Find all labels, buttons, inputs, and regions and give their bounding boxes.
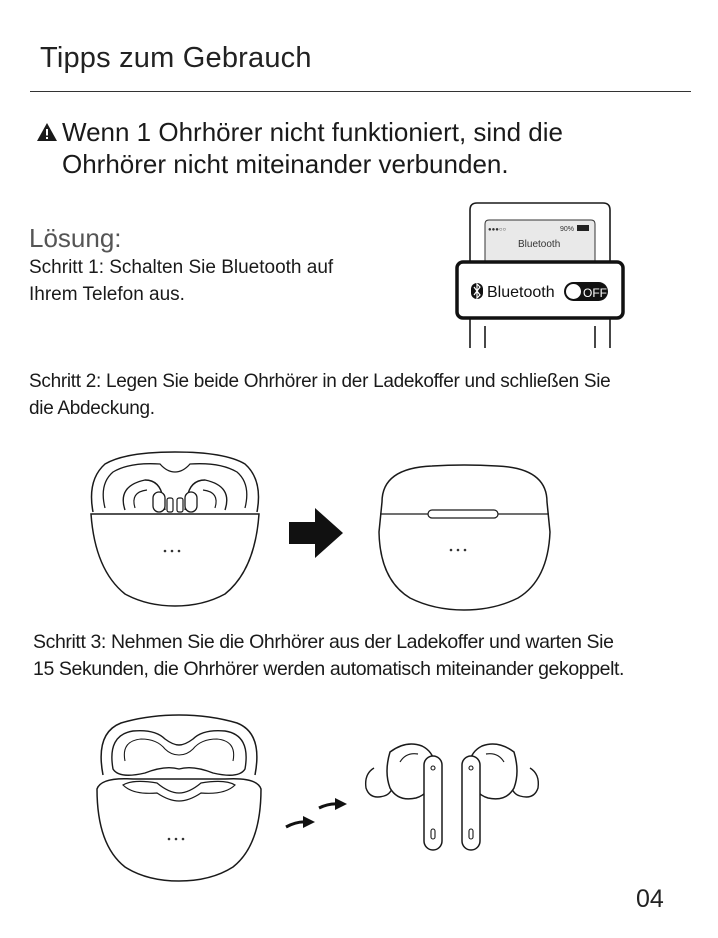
open-case-with-earbuds-illustration — [85, 450, 265, 610]
bluetooth-label: Bluetooth — [487, 284, 555, 301]
open-empty-case-illustration — [93, 713, 265, 885]
title-divider — [30, 91, 691, 92]
page-title: Tipps zum Gebrauch — [40, 42, 312, 74]
step-1 — [29, 254, 409, 308]
bluetooth-toggle-switch[interactable] — [564, 282, 608, 301]
small-arrows-icon — [283, 793, 353, 833]
step-2-line-2: die Abdeckung. — [29, 398, 155, 419]
step-1-line-1: Schritt 1: Schalten Sie Bluetooth auf — [29, 257, 334, 278]
step-1-line-2: Ihrem Telefon aus. — [29, 284, 185, 305]
warning-line-1 — [36, 116, 563, 148]
solution-heading: Lösung: — [29, 223, 122, 253]
left-earbud — [366, 744, 442, 850]
step-2-line-1: Schritt 2: Legen Sie beide Ohrhörer in der Ladekoffer und schließen Sie — [29, 371, 611, 392]
loose-earbuds-illustration — [360, 738, 545, 856]
screen-label: Bluetooth — [518, 239, 561, 250]
warning-text-2: Ohrhörer nicht miteinander verbunden. — [62, 149, 509, 179]
warning-text-1: Wenn 1 Ohrhörer nicht funktioniert, sind die — [62, 117, 564, 147]
bluetooth-icon — [471, 283, 483, 299]
step-3-line-1: Schritt 3: Nehmen Sie die Ohrhörer aus der Ladekoffer und warten Sie — [33, 631, 614, 653]
phone-bluetooth-illustration — [450, 198, 630, 353]
battery-icon — [577, 225, 589, 231]
step-3 — [33, 629, 713, 683]
closed-case-illustration — [372, 462, 557, 612]
warning-block — [36, 116, 563, 180]
signal-indicator: ●●●○○ — [488, 227, 507, 233]
toggle-state: OFF — [583, 286, 607, 300]
warning-triangle-icon — [36, 116, 62, 148]
right-earbud — [462, 744, 538, 850]
battery-percent: 90% — [560, 226, 575, 233]
step-2 — [29, 368, 689, 422]
step-3-line-2: 15 Sekunden, die Ohrhörer werden automatisch miteinander gekoppelt. — [33, 658, 625, 680]
page-number: 04 — [636, 885, 664, 913]
arrow-right-icon — [287, 506, 345, 560]
